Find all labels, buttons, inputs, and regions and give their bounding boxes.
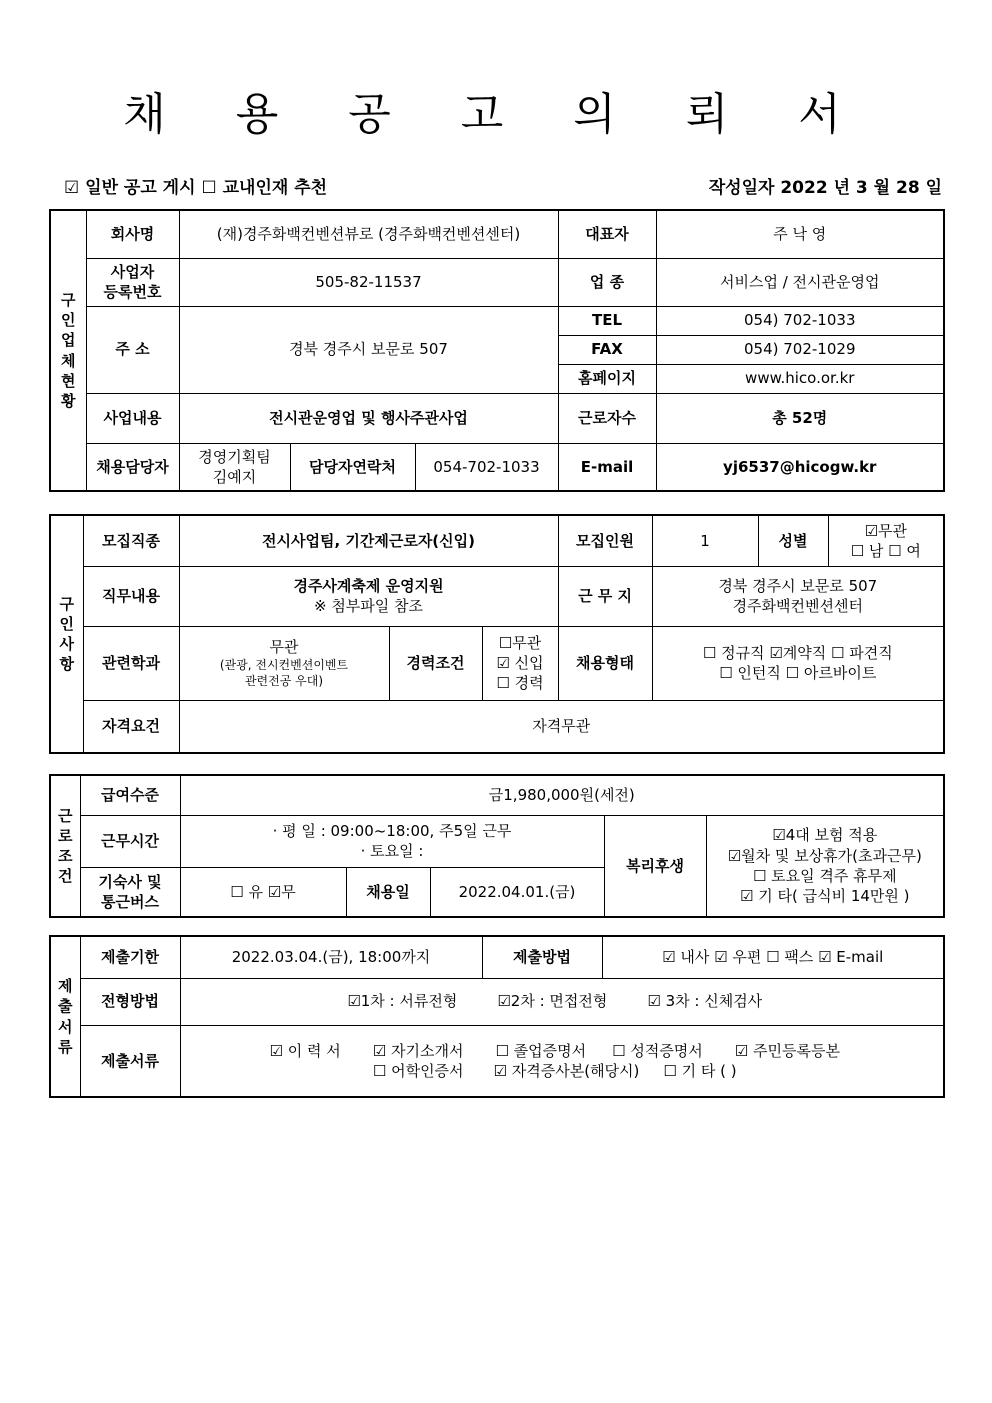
employment-type: ☐ 정규직 ☑계약직 ☐ 파견직 ☐ 인턴직 ☐ 아르바이트 (652, 626, 944, 700)
dorm-bus: ☐ 유 ☑무 (180, 867, 346, 917)
manager: 경영기획팀 김예지 (179, 443, 290, 491)
employment-type-label: 채용형태 (558, 626, 652, 700)
homepage-label: 홈페이지 (558, 364, 656, 393)
work-side-label: 근 로 조 건 (50, 775, 80, 917)
welfare-label: 복리후생 (604, 815, 706, 917)
company-section (49, 209, 945, 492)
hire-date: 2022.04.01.(금) (430, 867, 604, 917)
tel-label: TEL (558, 306, 656, 335)
gender: ☑무관 ☐ 남 ☐ 여 (828, 515, 944, 566)
contact-label: 담당자연락처 (290, 443, 415, 491)
hours: · 평 일 : 09:00~18:00, 주5일 근무 · 토요일 : (180, 815, 604, 867)
written-date: 작성일자 2022 년 3 월 28 일 (708, 178, 942, 198)
process: ☑1차 : 서류전형 ☑2차 : 면접전형 ☑ 3차 : 신체검사 (180, 978, 944, 1025)
job-side-label: 구 인 사 항 (50, 515, 83, 753)
headcount: 1 (652, 515, 758, 566)
rep-label: 대표자 (558, 210, 656, 258)
method: ☑ 내사 ☑ 우편 ☐ 팩스 ☑ E-mail (602, 936, 944, 978)
business: 전시관운영업 및 행사주관사업 (179, 393, 558, 443)
career-label: 경력조건 (389, 626, 482, 700)
job-type: 전시사업팀, 기간제근로자(신입) (179, 515, 558, 566)
gender-label: 성별 (758, 515, 828, 566)
workers-label: 근로자수 (558, 393, 656, 443)
hire-date-label: 채용일 (346, 867, 430, 917)
documents: ☑ 이 력 서 ☑ 자기소개서 ☐ 졸업증명서 ☐ 성적증명서 ☑ 주민등록등본 ☐ 어학인증서 ☑ 자격증사본(해당시) ☐ 기 타 ( ) (180, 1025, 944, 1097)
email[interactable]: yj6537@hicogw.kr (656, 443, 944, 491)
fax: 054) 702-1029 (656, 335, 944, 364)
salary: 금1,980,000원(세전) (180, 775, 944, 815)
job-section (49, 514, 945, 754)
deadline: 2022.03.04.(금), 18:00까지 (180, 936, 482, 978)
submit-side-label: 제 출 서 류 (50, 936, 80, 1097)
major: 무관 (관광, 전시컨벤션이벤트 관련전공 우대) (179, 626, 389, 700)
reg-no: 505-82-11537 (179, 258, 558, 306)
career: ☐무관 ☑ 신입 ☐ 경력 (482, 626, 558, 700)
qualification: 자격무관 (179, 700, 944, 753)
dorm-bus-label: 기숙사 및 통근버스 (80, 867, 180, 917)
submit-section (49, 935, 945, 1098)
workplace: 경북 경주시 보문로 507 경주화백컨벤션센터 (652, 566, 944, 626)
contact: 054-702-1033 (415, 443, 558, 491)
job-type-label: 모집직종 (83, 515, 179, 566)
work-section (49, 774, 945, 918)
company-name-label: 회사명 (86, 210, 179, 258)
workers: 총 52명 (656, 393, 944, 443)
posting-options: ☑ 일반 공고 게시 ☐ 교내인재 추천 (64, 178, 328, 198)
hours-label: 근무시간 (80, 815, 180, 867)
duty-label: 직무내용 (83, 566, 179, 626)
duty: 경주사계축제 운영지원 ※ 첨부파일 참조 (179, 566, 558, 626)
fax-label: FAX (558, 335, 656, 364)
company-side-label: 구 인 업 체 현 황 (50, 210, 86, 491)
rep-name: 주 낙 영 (656, 210, 944, 258)
qualification-label: 자격요건 (83, 700, 179, 753)
industry-label: 업 종 (558, 258, 656, 306)
deadline-label: 제출기한 (80, 936, 180, 978)
address-label: 주 소 (86, 306, 179, 393)
company-name: (재)경주화백컨벤션뷰로 (경주화백컨벤션센터) (179, 210, 558, 258)
salary-label: 급여수준 (80, 775, 180, 815)
reg-no-label: 사업자 등록번호 (86, 258, 179, 306)
welfare: ☑4대 보험 적용 ☑월차 및 보상휴가(초과근무) ☐ 토요일 격주 휴무제 ☑ 기 타( 급식비 14만원 ) (706, 815, 944, 917)
manager-label: 채용담당자 (86, 443, 179, 491)
documents-label: 제출서류 (80, 1025, 180, 1097)
page-title: 채 용 공 고 의 뢰 서 (123, 89, 869, 140)
address: 경북 경주시 보문로 507 (179, 306, 558, 393)
headcount-label: 모집인원 (558, 515, 652, 566)
tel: 054) 702-1033 (656, 306, 944, 335)
business-label: 사업내용 (86, 393, 179, 443)
workplace-label: 근 무 지 (558, 566, 652, 626)
industry: 서비스업 / 전시관운영업 (656, 258, 944, 306)
major-label: 관련학과 (83, 626, 179, 700)
process-label: 전형방법 (80, 978, 180, 1025)
email-label: E-mail (558, 443, 656, 491)
method-label: 제출방법 (482, 936, 602, 978)
homepage[interactable]: www.hico.or.kr (656, 364, 944, 393)
